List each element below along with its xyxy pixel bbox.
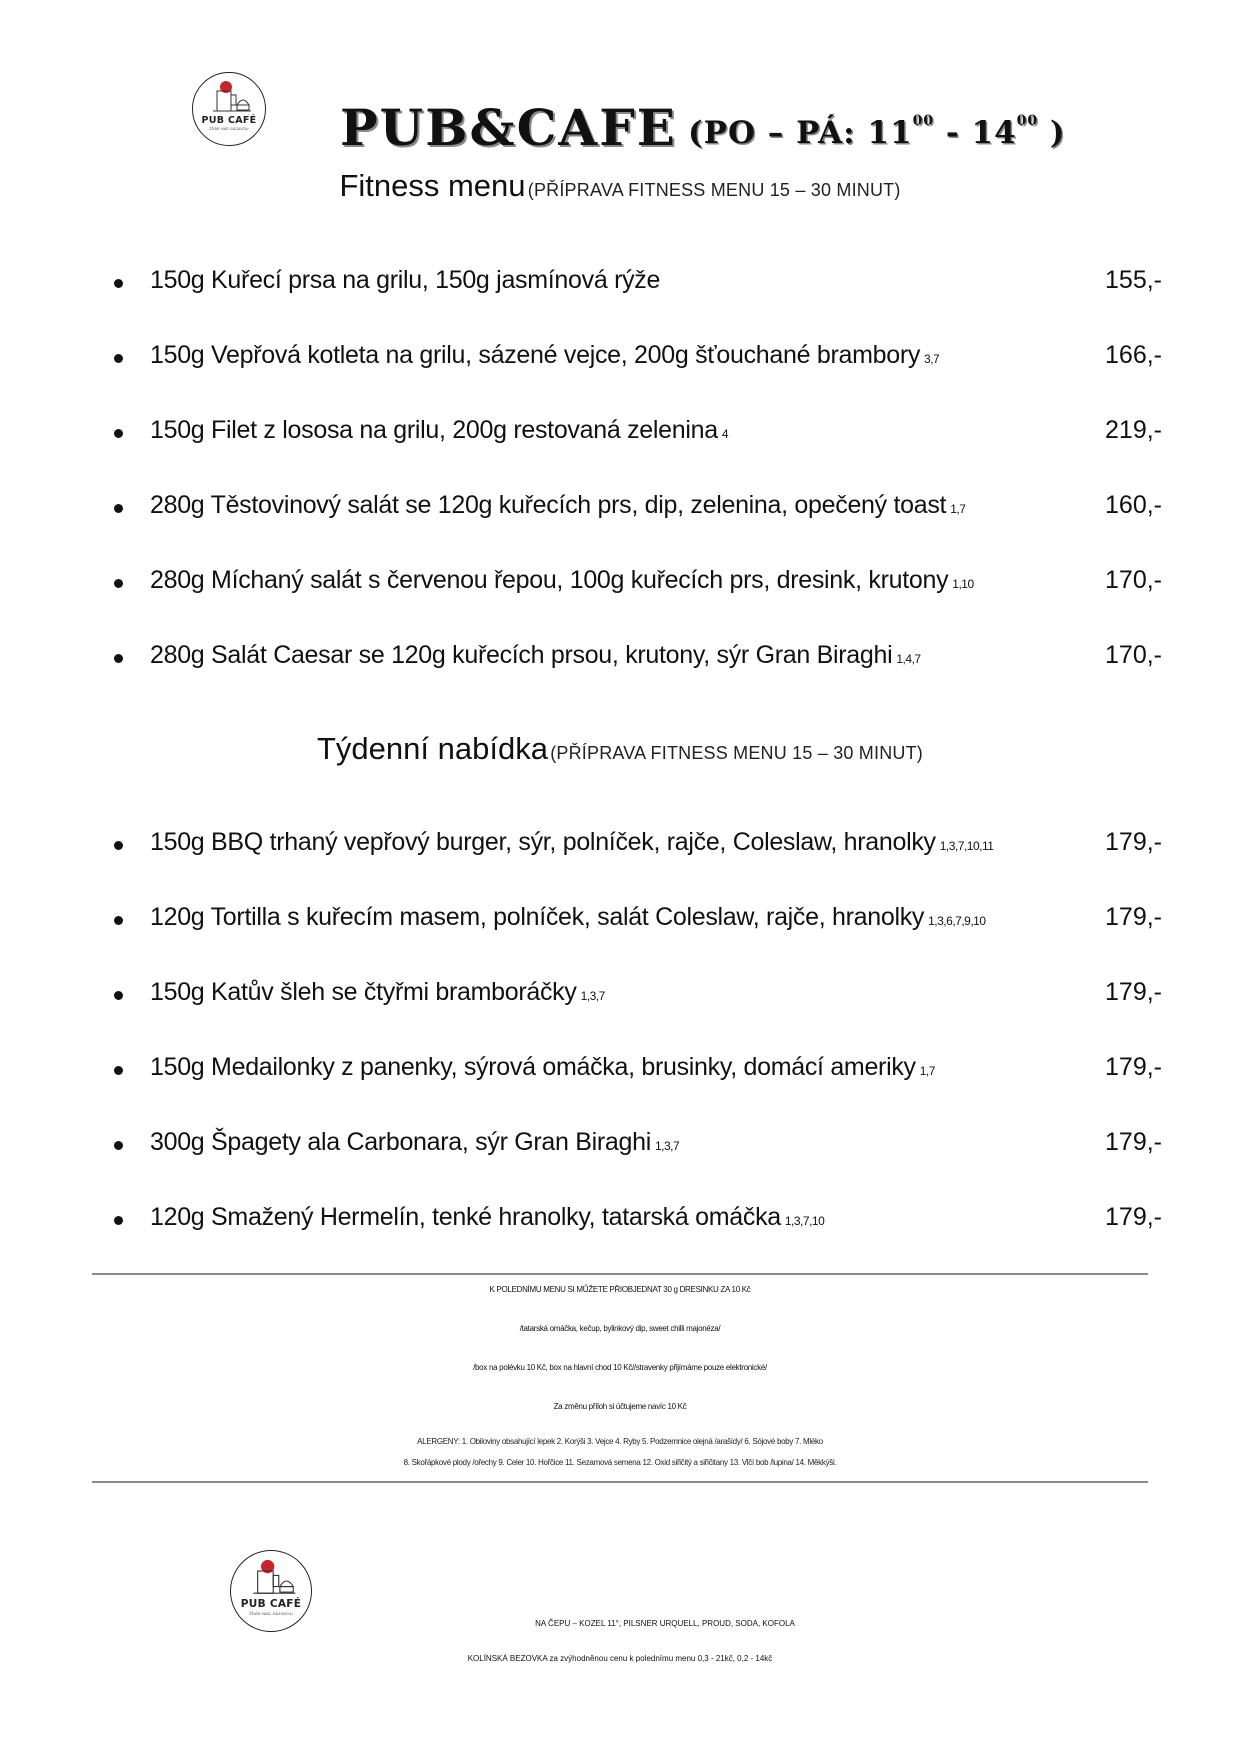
- item-price: 155,-: [1105, 266, 1162, 294]
- item-price: 179,-: [1105, 1053, 1162, 1081]
- item-name: [150, 416, 728, 445]
- bullet-icon: [114, 279, 123, 288]
- menu-item: [112, 1053, 1162, 1087]
- bullet-icon: [114, 1141, 123, 1150]
- item-price: 170,-: [1105, 566, 1162, 594]
- item-name: [150, 566, 974, 595]
- item-price: 170,-: [1105, 641, 1162, 669]
- bullet-icon: [114, 991, 123, 1000]
- note-boxes: /box na polévku 10 Kč, box na hlavní chod 10 Kč//stravenky přijímáme pouze elektronické/: [473, 1363, 767, 1372]
- weekly-offer-title: Týdenní nabídka: [317, 731, 548, 766]
- fitness-menu-heading: [0, 168, 1240, 204]
- logo-name: PUB CAFÉ: [240, 1598, 302, 1610]
- menu-item: [112, 978, 1162, 1012]
- logo-name: PUB CAFÉ: [201, 115, 257, 126]
- item-price: 179,-: [1105, 1128, 1162, 1156]
- logo-subtitle: ŽĎÁR NAD SÁZAVOU: [249, 1611, 293, 1616]
- page-title: PUB&CAFE: [340, 98, 677, 157]
- bullet-icon: [114, 1216, 123, 1225]
- menu-item: [112, 641, 1162, 675]
- item-price: 166,-: [1105, 341, 1162, 369]
- fitness-menu-note: (PŘÍPRAVA FITNESS MENU 15 – 30 MINUT): [527, 180, 901, 200]
- item-name: [150, 978, 605, 1007]
- item-allergens: 1,3,7,10: [784, 1214, 825, 1228]
- item-name: [150, 266, 664, 295]
- pub-cafe-logo: [192, 72, 266, 146]
- logo-subtitle: ŽĎÁR NAD SÁZAVOU: [209, 127, 249, 131]
- item-price: 179,-: [1105, 978, 1162, 1006]
- fitness-menu-title: Fitness menu: [339, 168, 526, 203]
- note-dressing-options: /tatarská omáčka, kečup, bylinkový dip, sweet chilli majonéza/: [519, 1324, 721, 1333]
- bullet-icon: [114, 354, 123, 363]
- bullet-icon: [114, 504, 123, 513]
- note-dressing: K POLEDNÍMU MENU SI MŮŽETE PŘIOBJEDNAT 30 g DRESINKU ZA 10 Kč: [489, 1285, 751, 1294]
- bullet-icon: [114, 429, 123, 438]
- divider-top: [92, 1273, 1148, 1275]
- lemonade-offer-line: KOLÍNSKÁ BEZOVKA za zvýhodněnou cenu k polednímu menu 0,3 - 21kč, 0,2 - 14kč: [467, 1654, 773, 1663]
- item-name: [150, 903, 986, 932]
- menu-item: [112, 341, 1162, 375]
- item-name-text: 150g Katův šleh se čtyřmi bramboráčky: [150, 978, 577, 1006]
- allergens-line-2: 8. Skořápkové plody /ořechy 9. Celer 10. Hořčice 11. Sezamová semena 12. Oxid siřičitý a siřičitany 13. Vlčí bob /lupina/ 14. Měkkýši.: [403, 1458, 837, 1467]
- note-side-change: Za změnu příloh si účtujeme navíc 10 Kč: [553, 1402, 687, 1411]
- item-name: [150, 1053, 935, 1082]
- draft-beer-line: NA ČEPU – KOZEL 11°, PILSNER URQUELL, PROUD, SODA, KOFOLA: [535, 1619, 795, 1628]
- weekly-offer-heading: [0, 731, 1240, 767]
- item-price: 179,-: [1105, 828, 1162, 856]
- item-allergens: 1,4,7: [896, 652, 921, 666]
- menu-item: [112, 266, 1162, 300]
- item-name-text: 150g Filet z lososa na grilu, 200g restovaná zelenina: [150, 416, 718, 444]
- item-name-text: 280g Míchaný salát s červenou řepou, 100g kuřecích prs, dresink, krutony: [150, 566, 949, 594]
- item-allergens: 1,7: [919, 1064, 935, 1078]
- item-price: 160,-: [1105, 491, 1162, 519]
- item-allergens: 1,3,7,10,11: [939, 839, 994, 853]
- hours-suffix: ): [1038, 115, 1066, 151]
- menu-item: [112, 903, 1162, 937]
- hours-mid: - 14: [934, 115, 1017, 151]
- hours-sup-start: 00: [912, 113, 935, 129]
- bullet-icon: [114, 841, 123, 850]
- item-name: [150, 1128, 679, 1157]
- item-allergens: 3,7: [924, 352, 940, 366]
- item-allergens: 4: [721, 427, 728, 441]
- item-name: [150, 491, 965, 520]
- item-price: 219,-: [1105, 416, 1162, 444]
- menu-item: [112, 1128, 1162, 1162]
- weekly-offer-note: (PŘÍPRAVA FITNESS MENU 15 – 30 MINUT): [550, 743, 923, 763]
- item-name-text: 150g Kuřecí prsa na grilu, 150g jasmínová rýže: [150, 266, 661, 294]
- item-name-text: 150g Medailonky z panenky, sýrová omáčka, brusinky, domácí ameriky: [150, 1053, 916, 1081]
- item-name-text: 150g BBQ trhaný vepřový burger, sýr, polníček, rajče, Coleslaw, hranolky: [150, 828, 936, 856]
- item-allergens: 1,3,6,7,9,10: [928, 914, 986, 928]
- item-name-text: 300g Špagety ala Carbonara, sýr Gran Biraghi: [150, 1128, 651, 1156]
- item-allergens: 1,7: [950, 502, 966, 516]
- item-name-text: 120g Smažený Hermelín, tenké hranolky, tatarská omáčka: [150, 1203, 781, 1231]
- bullet-icon: [114, 579, 123, 588]
- opening-hours: [688, 115, 1066, 151]
- hours-sup-end: 00: [1016, 113, 1039, 129]
- item-allergens: 1,3,7: [655, 1139, 680, 1153]
- item-name-text: 280g Salát Caesar se 120g kuřecích prsou, krutony, sýr Gran Biraghi: [150, 641, 893, 669]
- item-name: [150, 828, 993, 857]
- menu-item: [112, 566, 1162, 600]
- bullet-icon: [114, 916, 123, 925]
- allergens-line-1: ALERGENY: 1. Obiloviny obsahující lepek 2. Korýši 3. Vejce 4. Ryby 5. Podzemnice olejná /arašídy/ 6. Sójové boby 7. Mléko: [417, 1437, 823, 1446]
- item-name: [150, 341, 939, 370]
- item-name-text: 280g Těstovinový salát se 120g kuřecích prs, dip, zelenina, opečený toast: [150, 491, 947, 519]
- menu-item: [112, 491, 1162, 525]
- menu-item: [112, 416, 1162, 450]
- menu-item: [112, 1203, 1162, 1237]
- bullet-icon: [114, 654, 123, 663]
- item-name-text: 150g Vepřová kotleta na grilu, sázené vejce, 200g šťouchané brambory: [150, 341, 921, 369]
- item-price: 179,-: [1105, 1203, 1162, 1231]
- item-name: [150, 641, 921, 670]
- bullet-icon: [114, 1066, 123, 1075]
- divider-bottom: [92, 1481, 1148, 1483]
- menu-item: [112, 828, 1162, 862]
- hours-prefix: (PO – PÁ: 11: [688, 115, 913, 151]
- item-allergens: 1,3,7: [580, 989, 605, 1003]
- logo-emblem-icon: [193, 73, 265, 145]
- item-name-text: 120g Tortilla s kuřecím masem, polníček, salát Coleslaw, rajče, hranolky: [150, 903, 925, 931]
- item-price: 179,-: [1105, 903, 1162, 931]
- item-name: [150, 1203, 824, 1232]
- item-allergens: 1,10: [952, 577, 974, 591]
